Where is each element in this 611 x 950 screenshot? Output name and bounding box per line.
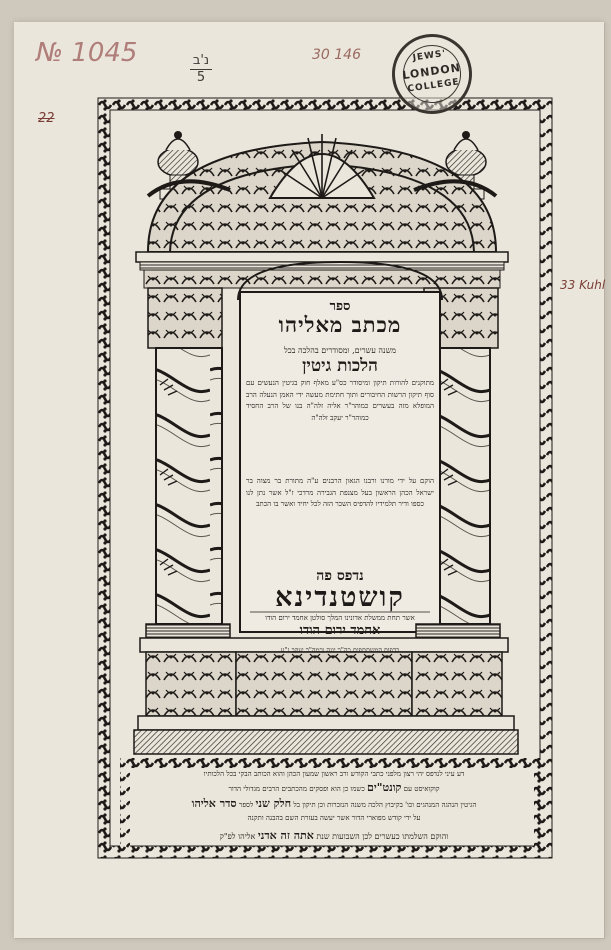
arch-pediment [148, 134, 496, 252]
stamp-line-3: COLLEGE [407, 77, 461, 95]
manuscript-number: № 1045 [36, 38, 138, 68]
bottom-line-2-start: קוקואיסט עם [403, 785, 440, 793]
bottom-line-1: דע עיני לנדפס יהי רצון מלפני כתבי הקודש ורב ראשון שמעון הכהן והוא הכותב הבקי בכל הלכותיו [203, 770, 465, 778]
printers-line: בדפוס המשתתפים כה"ר יונה וכמה"ר יעקב נ"ע [280, 646, 400, 654]
left-margin-mark [38, 112, 55, 126]
bottom-line-2 [132, 782, 536, 795]
bottom-line-3-bold: חלק שני [255, 797, 292, 810]
city-name: קושטנדינא [275, 582, 405, 613]
bottom-line-5-rest: אליהו לפ"ק [219, 832, 256, 841]
bottom-line-5-bold: אתה זה אדני [257, 829, 314, 842]
left-margin-mark-text: 22 [38, 111, 55, 126]
section-title: הלכות גיטין [302, 356, 378, 376]
stamp-line-2: LONDON [401, 60, 462, 83]
shelf-mark-bottom: 5 [196, 70, 206, 85]
right-margin-mark [560, 278, 605, 292]
bottom-line-4: על ידי קודש מפוארי הדור אשר יעשה בעזרת השם בהבנה ותקנה [247, 814, 421, 822]
bottom-line-3-start: הגיטין הנהגה המנהגים וכו' בקיבוץ הלכה משנה הנזכרות וכן תיקון בל [293, 801, 477, 809]
bottom-line-2-rest: כשמו כן הוא ופסקים מהכתבים הרבים מגדולי הדור [228, 785, 365, 793]
bottom-line-3-mid: לספר [238, 801, 254, 809]
pedestal [134, 624, 518, 754]
description-paragraph-2: הוקם על ידי מורנו ורבנו הגאון הרבנים ע"ה מתורת בר מצוה בר ישראל הכהן הראשון בעל מצנפת הגבירה מרדכי ז"ל אשר נתן לנו כספו ודיר תלמידיו להדפיס השכר הזה לכל יחיד ואשר בו הכתב [246, 477, 434, 508]
stamp-line-1: JEWS' [412, 48, 447, 64]
entablature [136, 252, 508, 288]
pencil-note: 30 146 [312, 47, 361, 63]
bottom-line-5-start: והוקם השלמתו כעשרים לכן השבועות שנת [316, 832, 449, 841]
bottom-line-3 [132, 798, 536, 811]
book-title: מכתב מאליהו [278, 312, 402, 337]
book-word: ספר [329, 299, 351, 314]
left-column [156, 348, 222, 624]
description-paragraph-1: מתוקנים להורות תיקון ומיסודר כס"ע מאלף חוק בגיטין הנעשים עם סוף תיקון הרשות החיבורים ותוך חתימת מעשה ידי האמן הנעלה הרב המופלא מזה בעשרים כמוהר"ר אליה זלה"ה בנו של הרב החסיד כמוהר"ר יעקב זלה"ה [246, 379, 434, 422]
bottom-line-3-bold-2: סדר אליהו [191, 797, 237, 810]
right-mark-top: 33 [560, 278, 576, 292]
ruler-line: אשר תחת ממשלת אדונינו המלך סולטן אחמד ירום הודו [265, 614, 415, 622]
bottom-line-5 [132, 830, 536, 843]
shelf-mark-top: נ'ב [192, 53, 210, 68]
printed-in: נדפס פה [316, 568, 364, 584]
shelf-mark [190, 54, 212, 85]
right-mark-bottom: Kuhl [579, 278, 606, 292]
left-capital [148, 288, 222, 348]
bottom-line-2-bold: קונט"ים [367, 781, 402, 794]
description-line: משנה עשרים, ומסודרים בהלכה בכל [283, 346, 396, 355]
ruler-name: אחמד ירום הודו [299, 623, 381, 638]
